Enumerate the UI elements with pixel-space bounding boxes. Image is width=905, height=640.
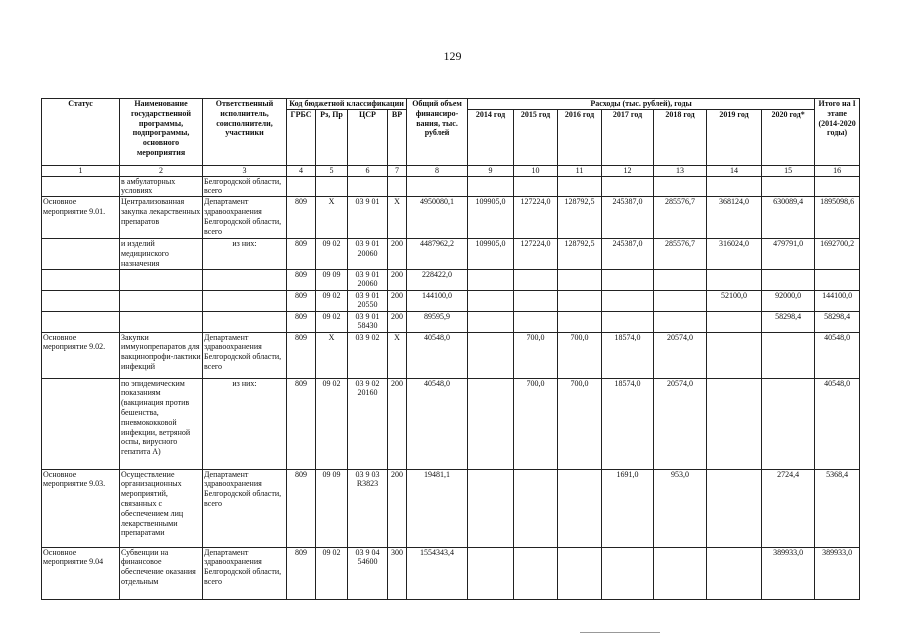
year-2014-cell [468, 378, 514, 469]
vr-cell [388, 176, 407, 197]
year-2017-cell [602, 290, 654, 311]
year-2015-cell: 127224,0 [514, 239, 558, 269]
stage-total-cell: 144100,0 [815, 290, 860, 311]
status-cell [42, 176, 120, 197]
header-csr: ЦСР [348, 109, 388, 165]
stage-total-cell [815, 269, 860, 290]
vr-cell: 200 [388, 290, 407, 311]
year-2019-cell: 316024,0 [707, 239, 762, 269]
rz-pr-cell: 09 02 [316, 547, 348, 599]
csr-cell: 03 9 02 [348, 332, 388, 378]
table-row [42, 269, 860, 290]
total-volume-cell [407, 176, 468, 197]
name-cell [120, 269, 203, 290]
executor-cell [203, 311, 287, 332]
year-2020-cell: 2724,4 [762, 469, 815, 547]
year-2018-cell [654, 547, 707, 599]
year-2017-cell: 245387,0 [602, 197, 654, 239]
csr-cell: 03 9 03 R3823 [348, 469, 388, 547]
executor-cell: из них: [203, 239, 287, 269]
year-2015-cell [514, 469, 558, 547]
status-cell [42, 269, 120, 290]
column-number: 4 [287, 165, 316, 176]
year-2014-cell [468, 332, 514, 378]
vr-cell: 200 [388, 469, 407, 547]
column-number-row [42, 165, 860, 176]
table-body [42, 176, 860, 599]
name-cell: в амбулаторных условиях [120, 176, 203, 197]
year-2020-cell [762, 378, 815, 469]
table-row [42, 197, 860, 239]
vr-cell: 200 [388, 269, 407, 290]
total-volume-cell: 1554343,4 [407, 547, 468, 599]
status-cell [42, 290, 120, 311]
vr-cell: 200 [388, 311, 407, 332]
year-2019-cell [707, 547, 762, 599]
header-year: 2014 год [468, 109, 514, 165]
grbs-cell: 809 [287, 378, 316, 469]
header-year: 2018 год [654, 109, 707, 165]
csr-cell: 03 9 01 [348, 197, 388, 239]
year-2020-cell: 479791,0 [762, 239, 815, 269]
table-row [42, 378, 860, 469]
year-2020-cell [762, 176, 815, 197]
year-2018-cell: 953,0 [654, 469, 707, 547]
rz-pr-cell: 09 02 [316, 311, 348, 332]
year-2017-cell [602, 547, 654, 599]
year-2018-cell: 285576,7 [654, 197, 707, 239]
year-2016-cell [558, 269, 602, 290]
csr-cell: 03 9 01 58430 [348, 311, 388, 332]
header-executor: Ответственный исполнитель, соисполнители, участники [203, 99, 287, 166]
year-2017-cell: 245387,0 [602, 239, 654, 269]
name-cell: по эпидемическим показаниям (вакцинация против бешенства, пневмококковой инфекции, ветряной оспы, вирусного гепатита А) [120, 378, 203, 469]
executor-cell: Белгородской области, всего [203, 176, 287, 197]
year-2019-cell [707, 469, 762, 547]
stage-total-cell: 1895098,6 [815, 197, 860, 239]
rz-pr-cell: 09 09 [316, 269, 348, 290]
year-2019-cell [707, 311, 762, 332]
header-year: 2020 год* [762, 109, 815, 165]
year-2016-cell: 700,0 [558, 378, 602, 469]
total-volume-cell: 40548,0 [407, 332, 468, 378]
header-status: Статус [42, 99, 120, 166]
csr-cell: 03 9 02 20160 [348, 378, 388, 469]
year-2018-cell [654, 269, 707, 290]
year-2018-cell: 285576,7 [654, 239, 707, 269]
header-year: 2015 год [514, 109, 558, 165]
csr-cell: 03 9 01 20550 [348, 290, 388, 311]
stage-total-cell: 389933,0 [815, 547, 860, 599]
name-cell: Субвенции на финансовое обеспечение оказания отдельным [120, 547, 203, 599]
year-2016-cell [558, 176, 602, 197]
csr-cell: 03 9 01 20060 [348, 239, 388, 269]
header-year: 2017 год [602, 109, 654, 165]
grbs-cell: 809 [287, 239, 316, 269]
executor-cell: Департамент здравоохранения Белгородской области, всего [203, 332, 287, 378]
vr-cell: Х [388, 197, 407, 239]
grbs-cell: 809 [287, 197, 316, 239]
column-number: 16 [815, 165, 860, 176]
rz-pr-cell: Х [316, 197, 348, 239]
header-vr: ВР [388, 109, 407, 165]
header-rz-pr: Рз, Пр [316, 109, 348, 165]
year-2014-cell [468, 269, 514, 290]
grbs-cell: 809 [287, 332, 316, 378]
year-2019-cell: 368124,0 [707, 197, 762, 239]
year-2015-cell: 700,0 [514, 332, 558, 378]
header-stage-total: Итого на I этапе (2014-2020 годы) [815, 99, 860, 166]
total-volume-cell: 89595,9 [407, 311, 468, 332]
column-number: 7 [388, 165, 407, 176]
name-cell [120, 311, 203, 332]
header-total-volume: Общий объем финансиро-вания, тыс. рублей [407, 99, 468, 166]
rz-pr-cell: 09 02 [316, 378, 348, 469]
grbs-cell: 809 [287, 269, 316, 290]
year-2018-cell: 20574,0 [654, 378, 707, 469]
year-2018-cell [654, 311, 707, 332]
csr-cell [348, 176, 388, 197]
year-2016-cell [558, 311, 602, 332]
year-2016-cell [558, 290, 602, 311]
name-cell: Централизованная закупка лекарственных препаратов [120, 197, 203, 239]
grbs-cell: 809 [287, 311, 316, 332]
executor-cell: Департамент здравоохранения Белгородской области, всего [203, 469, 287, 547]
vr-cell: 300 [388, 547, 407, 599]
name-cell [120, 290, 203, 311]
grbs-cell: 809 [287, 469, 316, 547]
executor-cell [203, 290, 287, 311]
bottom-rule [580, 632, 660, 633]
name-cell: Закупки иммунопрепаратов для вакцинопрофи-лактики инфекций [120, 332, 203, 378]
column-number: 12 [602, 165, 654, 176]
total-volume-cell: 4487962,2 [407, 239, 468, 269]
column-number: 13 [654, 165, 707, 176]
name-cell: и изделий медицинского назначения [120, 239, 203, 269]
table-row [42, 311, 860, 332]
header-expenses: Расходы (тыс. рублей), годы [468, 99, 815, 110]
year-2020-cell: 92000,0 [762, 290, 815, 311]
status-cell [42, 378, 120, 469]
column-number: 11 [558, 165, 602, 176]
table-row [42, 239, 860, 269]
grbs-cell [287, 176, 316, 197]
header-year: 2016 год [558, 109, 602, 165]
year-2015-cell [514, 269, 558, 290]
executor-cell [203, 269, 287, 290]
year-2014-cell [468, 311, 514, 332]
year-2017-cell [602, 269, 654, 290]
header-year: 2019 год [707, 109, 762, 165]
year-2016-cell: 700,0 [558, 332, 602, 378]
column-number: 8 [407, 165, 468, 176]
name-cell: Осуществление организационных мероприятий, связанных с обеспечением лиц лекарственными препаратами [120, 469, 203, 547]
year-2020-cell [762, 269, 815, 290]
stage-total-cell [815, 176, 860, 197]
year-2018-cell [654, 176, 707, 197]
rz-pr-cell: 09 02 [316, 239, 348, 269]
column-number: 5 [316, 165, 348, 176]
total-volume-cell: 4950080,1 [407, 197, 468, 239]
column-number: 10 [514, 165, 558, 176]
year-2015-cell [514, 311, 558, 332]
year-2019-cell [707, 378, 762, 469]
budget-table [41, 98, 860, 600]
vr-cell: Х [388, 332, 407, 378]
year-2015-cell: 700,0 [514, 378, 558, 469]
year-2017-cell [602, 176, 654, 197]
year-2014-cell [468, 176, 514, 197]
year-2017-cell: 18574,0 [602, 332, 654, 378]
year-2014-cell [468, 290, 514, 311]
year-2016-cell: 128792,5 [558, 197, 602, 239]
status-cell [42, 239, 120, 269]
status-cell [42, 311, 120, 332]
year-2017-cell [602, 311, 654, 332]
csr-cell: 03 9 01 20060 [348, 269, 388, 290]
stage-total-cell: 1692700,2 [815, 239, 860, 269]
year-2020-cell: 389933,0 [762, 547, 815, 599]
year-2016-cell [558, 469, 602, 547]
stage-total-cell: 58298,4 [815, 311, 860, 332]
csr-cell: 03 9 04 54600 [348, 547, 388, 599]
status-cell: Основное мероприятие 9.02. [42, 332, 120, 378]
year-2014-cell [468, 469, 514, 547]
executor-cell: из них: [203, 378, 287, 469]
status-cell: Основное мероприятие 9.03. [42, 469, 120, 547]
header-name: Наименование государственной программы, подпрограммы, основного мероприятия [120, 99, 203, 166]
executor-cell: Департамент здравоохранения Белгородской области, всего [203, 547, 287, 599]
stage-total-cell: 40548,0 [815, 332, 860, 378]
year-2020-cell: 58298,4 [762, 311, 815, 332]
vr-cell: 200 [388, 239, 407, 269]
stage-total-cell: 5368,4 [815, 469, 860, 547]
status-cell: Основное мероприятие 9.04 [42, 547, 120, 599]
year-2015-cell [514, 290, 558, 311]
rz-pr-cell [316, 176, 348, 197]
page-number: 129 [443, 49, 462, 63]
year-2017-cell: 18574,0 [602, 378, 654, 469]
header-grbs: ГРБС [287, 109, 316, 165]
column-number: 15 [762, 165, 815, 176]
table-row [42, 332, 860, 378]
column-number: 14 [707, 165, 762, 176]
total-volume-cell: 40548,0 [407, 378, 468, 469]
rz-pr-cell: 09 02 [316, 290, 348, 311]
year-2015-cell [514, 547, 558, 599]
table-row [42, 547, 860, 599]
total-volume-cell: 228422,0 [407, 269, 468, 290]
column-number: 3 [203, 165, 287, 176]
year-2014-cell: 109905,0 [468, 239, 514, 269]
column-number: 1 [42, 165, 120, 176]
year-2019-cell [707, 176, 762, 197]
year-2014-cell: 109905,0 [468, 197, 514, 239]
rz-pr-cell: Х [316, 332, 348, 378]
year-2015-cell [514, 176, 558, 197]
year-2020-cell [762, 332, 815, 378]
header-budget-code: Код бюджетной классификации [287, 99, 407, 110]
column-number: 2 [120, 165, 203, 176]
column-number: 9 [468, 165, 514, 176]
grbs-cell: 809 [287, 290, 316, 311]
executor-cell: Департамент здравоохранения Белгородской области, всего [203, 197, 287, 239]
table-row [42, 176, 860, 197]
year-2016-cell [558, 547, 602, 599]
table-row [42, 290, 860, 311]
status-cell: Основное мероприятие 9.01. [42, 197, 120, 239]
year-2019-cell: 52100,0 [707, 290, 762, 311]
year-2017-cell: 1691,0 [602, 469, 654, 547]
stage-total-cell: 40548,0 [815, 378, 860, 469]
vr-cell: 200 [388, 378, 407, 469]
year-2014-cell [468, 547, 514, 599]
year-2018-cell: 20574,0 [654, 332, 707, 378]
grbs-cell: 809 [287, 547, 316, 599]
table-row [42, 469, 860, 547]
total-volume-cell: 144100,0 [407, 290, 468, 311]
year-2018-cell [654, 290, 707, 311]
year-2015-cell: 127224,0 [514, 197, 558, 239]
year-2019-cell [707, 269, 762, 290]
rz-pr-cell: 09 09 [316, 469, 348, 547]
year-2019-cell [707, 332, 762, 378]
year-2016-cell: 128792,5 [558, 239, 602, 269]
year-2020-cell: 630089,4 [762, 197, 815, 239]
column-number: 6 [348, 165, 388, 176]
total-volume-cell: 19481,1 [407, 469, 468, 547]
